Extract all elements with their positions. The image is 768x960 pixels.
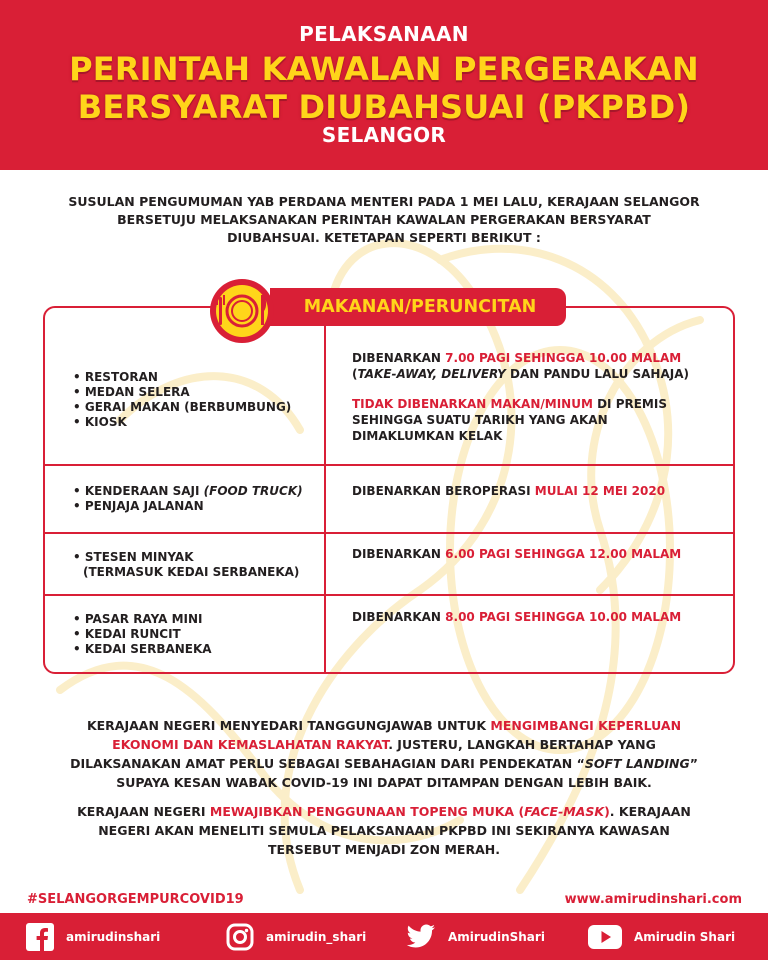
para-text: NEGERI AKAN MENELITI SEMULA PELAKSANAAN PKPBD INI SEKIRANYA KAWASAN <box>98 823 670 838</box>
row-rule <box>352 350 722 444</box>
social-footer <box>0 913 768 960</box>
category-title: MAKANAN/PERUNCITAN <box>270 288 566 326</box>
website-link[interactable]: www.amirudinshari.com <box>564 892 742 907</box>
para-text: . JUSTERU, LANGKAH BERTAHAP YANG <box>388 737 656 752</box>
row-rule <box>352 546 722 562</box>
rule-highlight: 8.00 PAGI SEHINGGA 10.00 MALAM <box>445 610 682 624</box>
paragraph-facemask <box>30 802 738 859</box>
facebook-handle: amirudinshari <box>66 930 161 944</box>
table-row <box>45 466 733 532</box>
rule-text: DI PREMIS <box>592 397 667 411</box>
para-highlight: MEWAJIBKAN PENGGUNAAN TOPENG MUKA ( <box>209 804 525 819</box>
list-item: • KIOSK <box>73 415 291 430</box>
rule-text: ( <box>352 367 358 381</box>
para-italic: SOFT LANDING <box>584 756 690 771</box>
youtube-handle: Amirudin Shari <box>634 930 736 944</box>
table-row <box>45 534 733 594</box>
header-post-title: SELANGOR <box>321 123 447 147</box>
rule-highlight: 6.00 PAGI SEHINGGA 12.00 MALAM <box>445 547 682 561</box>
header-banner <box>0 0 768 170</box>
table-row <box>45 308 733 464</box>
facebook-link[interactable] <box>26 923 160 951</box>
para-text: . KERAJAAN <box>609 804 691 819</box>
rule-highlight: MULAI 12 MEI 2020 <box>534 484 666 498</box>
rule-text: SEHINGGA SUATU TARIKH YANG AKAN <box>352 413 608 427</box>
para-highlight: EKONOMI DAN KEMASLAHATAN RAKYAT <box>112 737 389 752</box>
twitter-link[interactable] <box>406 923 545 951</box>
item-subtext: (TERMASUK KEDAI SERBANEKA) <box>83 565 300 579</box>
para-text: SUPAYA KESAN WABAK COVID-19 INI DAPAT DITAMPAN DENGAN LEBIH BAIK. <box>116 775 652 790</box>
para-text: KERAJAAN NEGERI <box>77 804 210 819</box>
item-text: KENDERAAN SAJI <box>84 484 204 498</box>
para-highlight: MENGIMBANGI KEPERLUAN <box>490 718 682 733</box>
header-title-line1: PERINTAH KAWALAN PERGERAKAN <box>69 50 699 88</box>
intro-line: DIUBAHSUAI. KETETAPAN SEPERTI BERIKUT : <box>227 230 541 245</box>
para-text: TERSEBUT MENJADI ZON MERAH. <box>268 842 500 857</box>
instagram-handle: amirudin_shari <box>266 930 367 944</box>
rule-text: DAN PANDU LALU SAHAJA) <box>505 367 689 381</box>
para-text: ” <box>689 756 698 771</box>
list-item: • STESEN MINYAK <box>73 550 299 565</box>
youtube-link[interactable] <box>588 923 735 951</box>
paragraph-economy <box>30 716 738 792</box>
list-item: • PENJAJA JALANAN <box>73 499 303 514</box>
twitter-icon <box>406 924 436 950</box>
hashtag: #SELANGORGEMPURCOVID19 <box>27 892 244 907</box>
intro-line: SUSULAN PENGUMUMAN YAB PERDANA MENTERI PADA 1 MEI LALU, KERAJAAN SELANGOR <box>68 194 700 209</box>
rule-highlight: TIDAK DIBENARKAN MAKAN/MINUM <box>352 397 593 411</box>
rule-text: DIBENARKAN <box>352 351 446 365</box>
list-item: • GERAI MAKAN (BERBUMBUNG) <box>73 400 291 415</box>
instagram-link[interactable] <box>226 923 366 951</box>
list-item: • RESTORAN <box>73 370 291 385</box>
para-highlight: ) <box>604 804 610 819</box>
list-item: • MEDAN SELERA <box>73 385 291 400</box>
youtube-icon <box>588 924 622 950</box>
row-rule <box>352 609 722 625</box>
row-items <box>73 550 299 580</box>
list-item: • PASAR RAYA MINI <box>73 612 212 627</box>
list-item <box>73 484 303 499</box>
list-item: • KEDAI SERBANEKA <box>73 642 212 657</box>
rule-text: DIBENARKAN <box>352 547 446 561</box>
table-row <box>45 596 733 674</box>
twitter-handle: AmirudinShari <box>448 930 545 944</box>
intro-text <box>40 193 728 247</box>
rule-text: DIBENARKAN BEROPERASI <box>352 484 535 498</box>
header-title-line2: BERSYARAT DIUBAHSUAI (PKPBD) <box>77 88 691 126</box>
row-items <box>73 370 291 430</box>
row-rule <box>352 483 722 499</box>
header-pre-title: PELAKSANAAN <box>299 22 469 46</box>
row-items <box>73 484 303 514</box>
row-items <box>73 612 212 657</box>
para-highlight-italic: FACE-MASK <box>524 804 605 819</box>
para-text: DILAKSANAKAN AMAT PERLU SEBAGAI SEBAHAGIAN DARI PENDEKATAN “ <box>70 756 585 771</box>
rules-table <box>43 306 735 674</box>
rule-text: DIMAKLUMKAN KELAK <box>352 429 503 443</box>
instagram-icon <box>226 923 254 951</box>
intro-line: BERSETUJU MELAKSANAKAN PERINTAH KAWALAN PERGERAKAN BERSYARAT <box>117 212 651 227</box>
facebook-icon <box>26 923 54 951</box>
para-text: KERAJAAN NEGERI MENYEDARI TANGGUNGJAWAB UNTUK <box>86 718 491 733</box>
plate-utensils-icon <box>208 277 276 345</box>
rule-highlight: 7.00 PAGI SEHINGGA 10.00 MALAM <box>445 351 682 365</box>
list-item: • KEDAI RUNCIT <box>73 627 212 642</box>
rule-italic: TAKE-AWAY, DELIVERY <box>357 367 506 381</box>
item-italic: (FOOD TRUCK) <box>203 484 303 498</box>
rule-text: DIBENARKAN <box>352 610 446 624</box>
